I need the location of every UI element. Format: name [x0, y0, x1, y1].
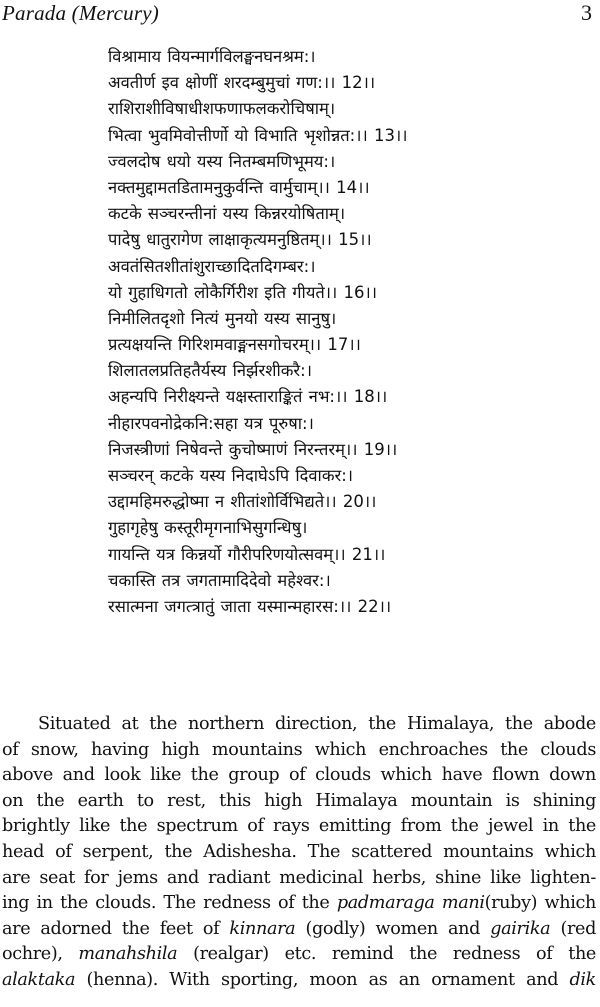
verse-line: निजस्त्रीणां निषेवन्ते कुचोष्माणं निरन्तरम्।। 19।। — [108, 439, 398, 459]
italic-term: padmaraga mani — [336, 893, 485, 914]
verse-line: सञ्चरन् कटके यस्य निदाघेऽपि दिवाकर:। — [108, 466, 354, 485]
verse-line: गायन्ति यत्र किन्नर्यो गौरीपरिणयोत्सवम्।। 21।। — [108, 544, 386, 564]
italic-term: kinnara — [229, 918, 296, 939]
verse-line: पादेषु धातुरागेण लाक्षाकृत्यमनुष्ठितम्।। 15।। — [108, 230, 372, 250]
sanskrit-verses — [108, 44, 588, 620]
verse-line: चकास्ति तत्र जगतामादिदेवो महेश्वर:। — [108, 570, 331, 590]
paragraph-line: Situated at the northern direction, the Himalaya, the abode — [38, 714, 596, 734]
verse-line: रसात्मना जगत्त्रातुं जाता यस्मान्महारस:।। 22।। — [108, 596, 392, 616]
paragraph-line: are adorned the feet of kinnara (godly) women and gairika (red — [2, 918, 597, 939]
verse-line: अवतंसितशीतांशुराच्छादितदिगम्बर:। — [108, 256, 316, 276]
page-header — [2, 0, 594, 26]
paragraph-line: are seat for jems and radiant medicinal herbs, shine like lighten- — [2, 867, 596, 888]
verse-line: शिलातलप्रतिहतैर्यस्य निर्झरशीकरै:। — [108, 361, 312, 381]
verse-line: प्रत्यक्षयन्ति गिरिशमवाङ्मनसगोचरम्।। 17।। — [108, 335, 361, 355]
italic-term: alaktaka — [2, 969, 76, 990]
paragraph-line: ing in the clouds. The redness of the padmaraga mani(ruby) which — [2, 893, 596, 914]
verse-line: यो गुहाधिगतो लोकैर्गिरीश इति गीयते।। 16।। — [108, 282, 378, 302]
translation-paragraph — [2, 712, 596, 994]
running-head-title: Parada (Mercury) — [2, 1, 159, 25]
verse-line: राशिराशीविषाधीशफणाफलकरोचिषाम्। — [108, 99, 336, 119]
verse-line: अहन्यपि निरीक्ष्यन्ते यक्षस्ताराङ्कितं नभ:।। 18।। — [108, 387, 388, 407]
verse-line: ज्वलदोष धयो यस्य नितम्बमणिभूमय:। — [108, 151, 336, 171]
paragraph-line: brightly like the spectrum of rays emitting from the jewel in the — [2, 816, 596, 837]
paragraph-line: alaktaka (henna). With sporting, moon as an ornament and dik — [2, 969, 596, 990]
italic-term: gairika — [490, 918, 551, 939]
verse-line: कटके सञ्चरन्तीनां यस्य किन्नरयोषिताम्। — [108, 204, 346, 224]
paragraph-line: head of serpent, the Adishesha. The scattered mountains which — [2, 841, 596, 862]
verse-line: निमीलितदृशो नित्यं मुनयो यस्य सानुषु। — [108, 308, 337, 328]
verse-line: नक्तमुद्दामतडितामनुकुर्वन्ति वार्मुचाम्।। 14।। — [108, 177, 370, 197]
paragraph-line: on the earth to rest, this high Himalaya mountain is shining — [2, 790, 596, 811]
verse-line: गुहागृहेषु कस्तूरीमृगनाभिसुगन्धिषु। — [108, 518, 308, 538]
italic-term: dik — [569, 969, 596, 990]
verse-line: विश्रामाय वियन्मार्गविलङ्घनघनश्रम:। — [108, 47, 316, 66]
verse-line: भित्वा भुवमिवोत्तीर्णो यो विभाति भृशोन्नत:।। 13।। — [108, 125, 408, 145]
paragraph-line: ochre), manahshila (realgar) etc. remind the redness of the — [2, 944, 596, 965]
italic-term: manahshila — [78, 944, 178, 965]
paragraph-line: of snow, having high mountains which enchroaches the clouds — [2, 739, 596, 760]
verse-line: उद्दामहिमरुद्धोष्मा न शीतांशोर्विभिद्यते।। 20।। — [108, 492, 377, 512]
paragraph-line: above and look like the group of clouds which have flown down — [2, 765, 596, 786]
verse-line: नीहारपवनोद्रेकनि:सहा यत्र पूरुषा:। — [108, 413, 314, 433]
page-number: 3 — [581, 0, 592, 25]
verse-line: अवतीर्ण इव क्षोणीं शरदम्बुमुचां गण:।। 12।। — [108, 73, 376, 93]
